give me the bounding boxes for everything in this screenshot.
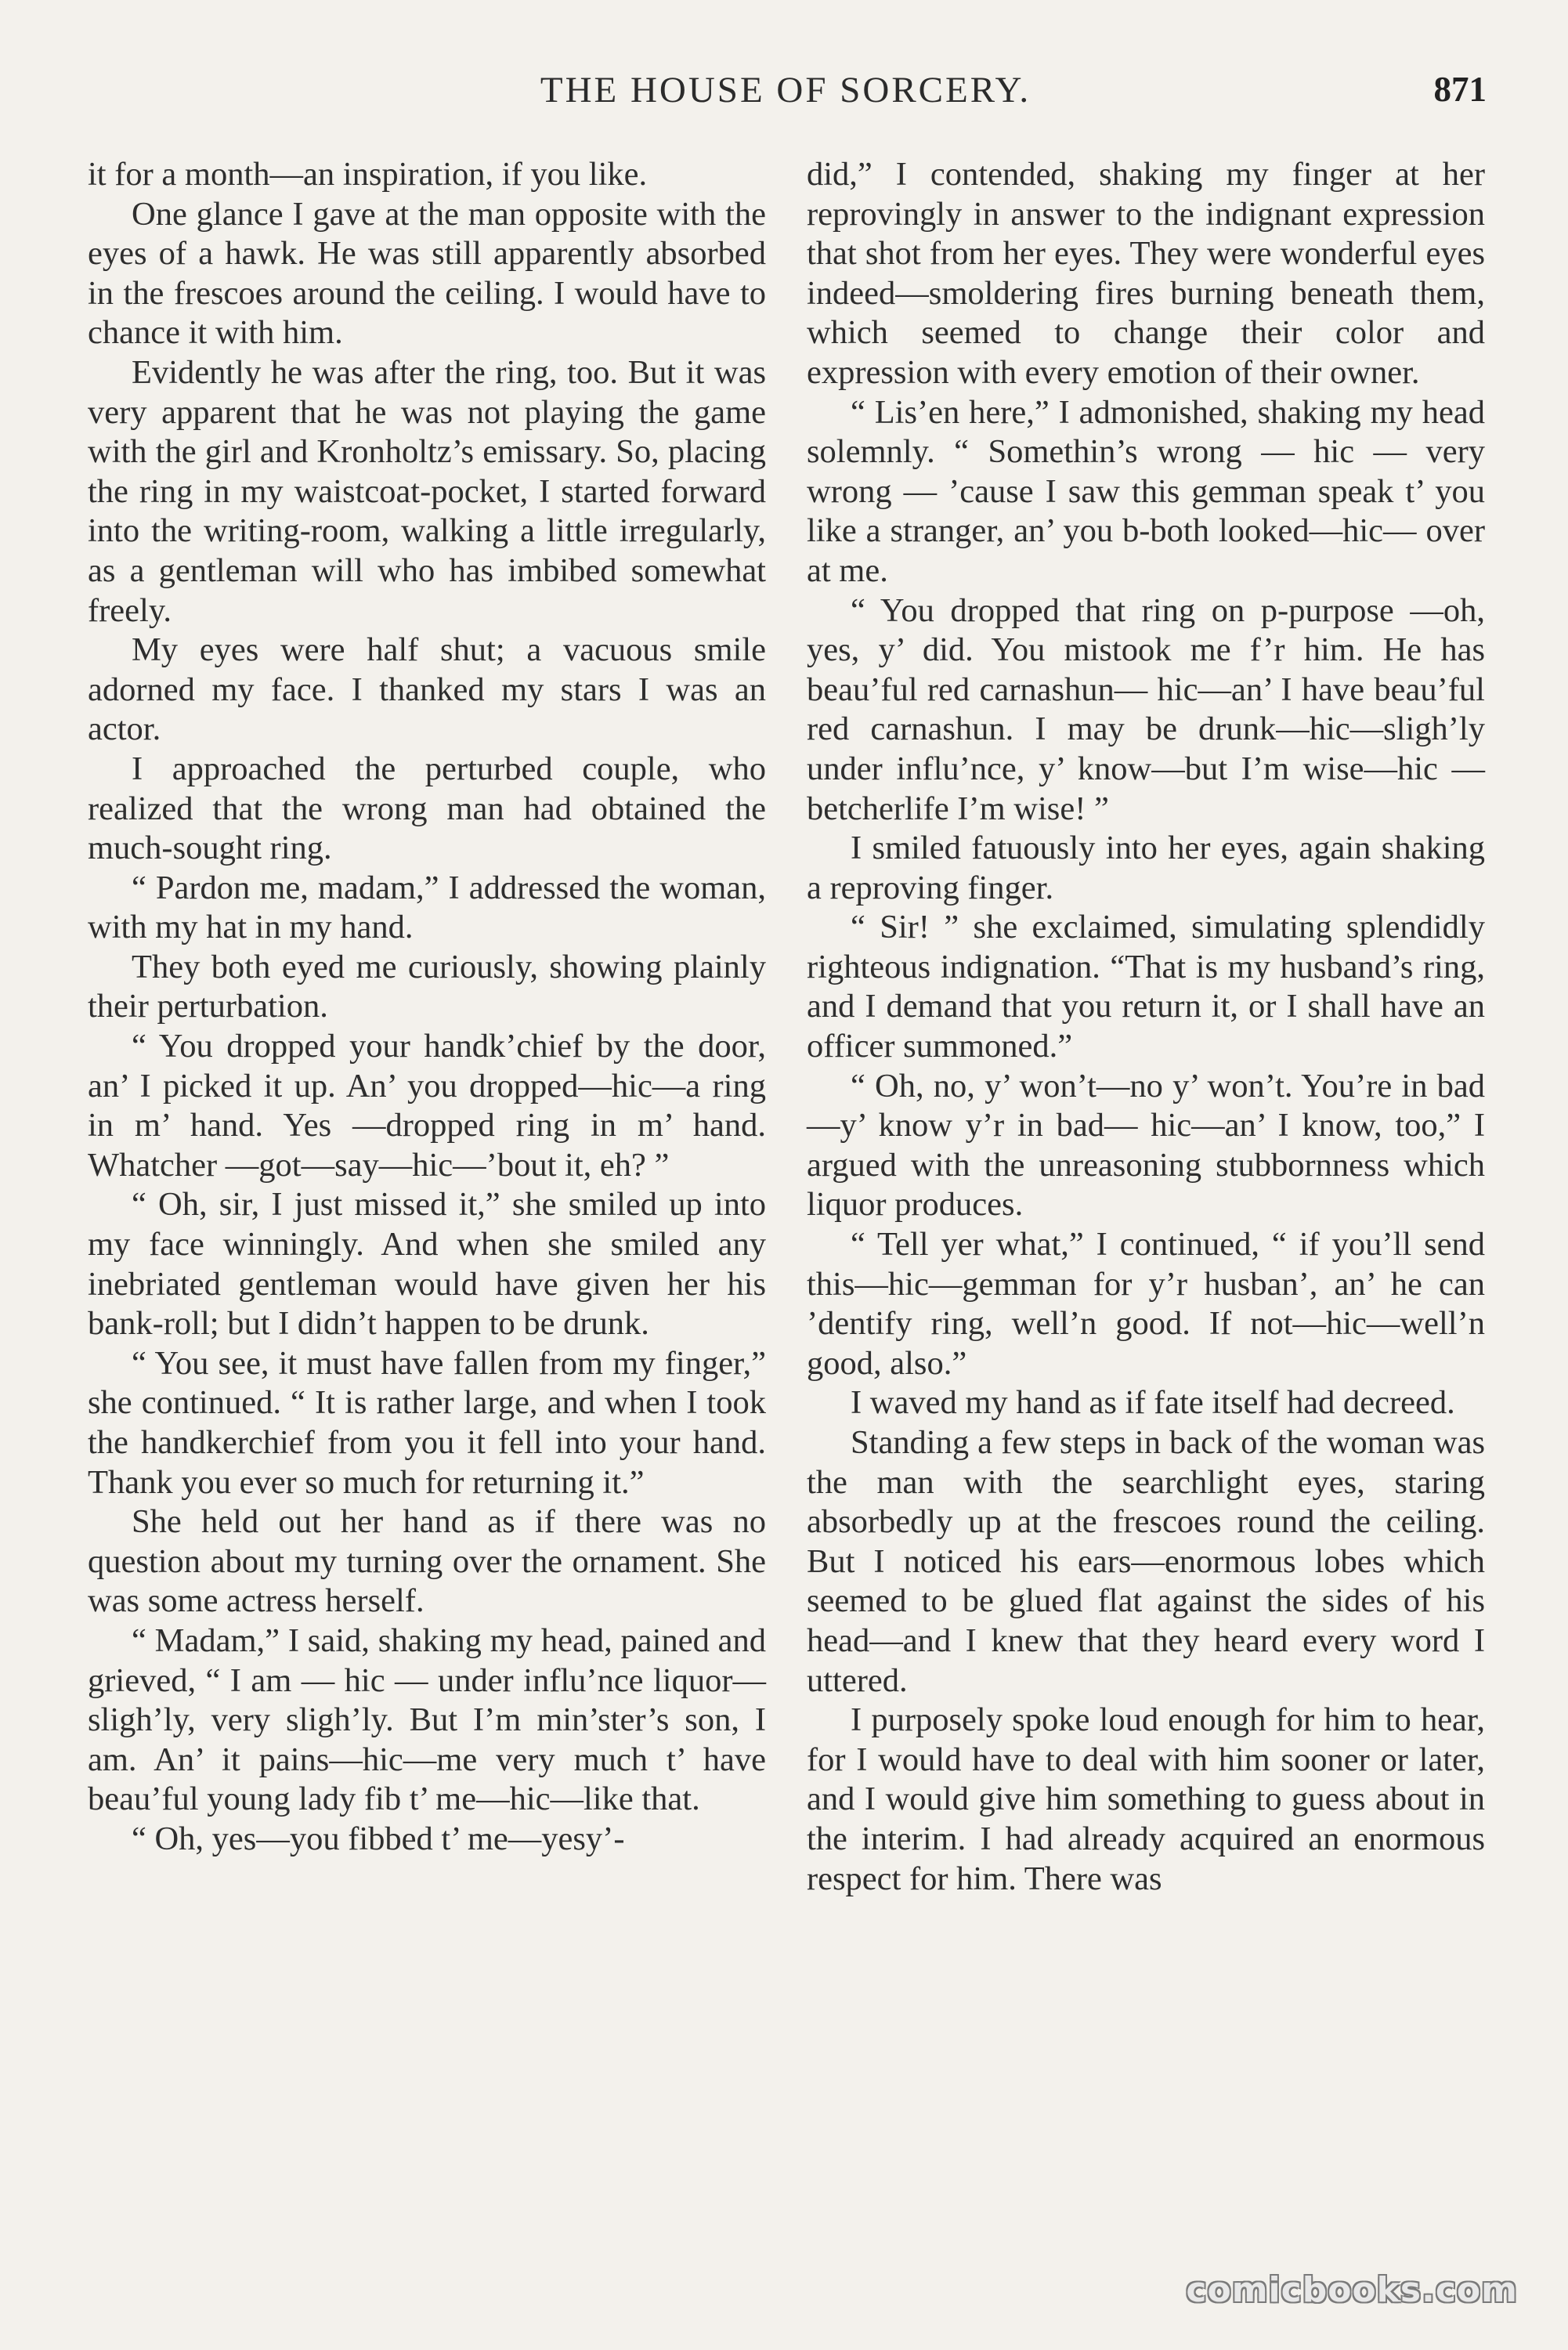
paragraph: it for a month—an inspiration, if you like. bbox=[88, 156, 648, 193]
paragraph: “ Oh, sir, I just missed it,” she smiled up into my face winningly. And when she smiled any inebriated gentleman would have given her his bank-roll; but I didn’t happen to be drunk. bbox=[88, 1186, 766, 1343]
paragraph: “ Oh, yes—you fibbed t’ me—yesy’- bbox=[132, 1820, 625, 1857]
paragraph: “ Pardon me, madam,” I addressed the woman, with my hat in my hand. bbox=[88, 869, 766, 946]
paragraph: “ Lis’en here,” I admonished, shaking my head solemnly. “ Somethin’s wrong — hic — very wrong — ’cause I saw this gemman speak t’ you like a stranger, an’ you b-both looked—hic— over at me. bbox=[807, 393, 1485, 589]
paragraph: They both eyed me curiously, showing plainly their perturbation. bbox=[88, 948, 766, 1025]
page-number: 871 bbox=[1433, 70, 1487, 109]
paragraph: “ Sir! ” she exclaimed, simulating splendidly righteous indignation. “That is my husband’s ring, and I demand that you return it, or I shall have an officer summoned.” bbox=[807, 909, 1485, 1065]
paragraph: She held out her hand as if there was no question about my turning over the ornament. She was some actress herself. bbox=[88, 1503, 766, 1620]
paragraph: “ You dropped your handk’chief by the door, an’ I picked it up. An’ you dropped—hic—a ring in m’ hand. Yes —dropped ring in m’ hand. Whatcher —got—say—hic—’bout it, eh? ” bbox=[88, 1028, 766, 1184]
running-title: THE HOUSE OF SORCERY. bbox=[540, 70, 1031, 110]
right-text-column bbox=[807, 155, 1485, 1899]
paragraph: I waved my hand as if fate itself had decreed. bbox=[851, 1384, 1455, 1422]
paragraph: My eyes were half shut; a vacuous smile adorned my face. I thanked my stars I was an actor. bbox=[88, 631, 766, 748]
paragraph: Evidently he was after the ring, too. But it was very apparent that he was not playing the game with the girl and Kronholtz’s emissary. So, placing the ring in my waistcoat-pocket, I started forward into the writing-room, walking a little irregularly, as a gentleman will who has imbibed somewhat freely. bbox=[88, 353, 766, 629]
watermark-logo: comicbooks.com bbox=[1186, 2270, 1518, 2310]
paragraph: I smiled fatuously into her eyes, again shaking a reproving finger. bbox=[807, 830, 1485, 906]
paragraph: “ You dropped that ring on p-purpose —oh, yes, y’ did. You mistook me f’r him. He has beau’ful red carnashun— hic—an’ I have beau’ful red carnashun. I may be drunk—hic—sligh’ly under influ’nce, y’ know—but I’m wise—hic —betcherlife I’m wise! ” bbox=[807, 591, 1485, 827]
paragraph: “ You see, it must have fallen from my finger,” she continued. “ It is rather large, and when I took the handkerchief from you it fell into your hand. Thank you ever so much for returning it.” bbox=[88, 1344, 766, 1501]
paragraph: I approached the perturbed couple, who realized that the wrong man had obtained the much-sought ring. bbox=[88, 750, 766, 867]
paragraph: “ Madam,” I said, shaking my head, pained and grieved, “ I am — hic — under influ’nce liquor—sligh’ly, very sligh’ly. But I’m min’ster’s son, I am. An’ it pains—hic—me very much t’ have beau’ful young lady fib t’ me—hic—like that. bbox=[88, 1622, 766, 1818]
page-header bbox=[85, 69, 1487, 124]
paragraph: Standing a few steps in back of the woman was the man with the searchlight eyes, staring absorbedly up at the frescoes round the ceiling. But I noticed his ears—enormous lobes which seemed to be glued flat against the sides of his head—and I knew that they heard every word I uttered. bbox=[807, 1424, 1485, 1699]
paragraph: did,” I contended, shaking my finger at her reprovingly in answer to the indignant expression that shot from her eyes. They were wonderful eyes indeed—smoldering fires burning beneath them, which seemed to change their color and expression with every emotion of their owner. bbox=[807, 156, 1485, 391]
paragraph: “ Oh, no, y’ won’t—no y’ won’t. You’re in bad—y’ know y’r in bad— hic—an’ I know, too,” I argued with the unreasoning stubbornness which liquor produces. bbox=[807, 1067, 1485, 1224]
paragraph: I purposely spoke loud enough for him to hear, for I would have to deal with him sooner or later, and I would give him something to guess about in the interim. I had already acquired an enormous respect for him. There was bbox=[807, 1701, 1485, 1897]
paragraph: One glance I gave at the man opposite with the eyes of a hawk. He was still apparently absorbed in the frescoes around the ceiling. I would have to chance it with him. bbox=[88, 195, 766, 352]
left-text-column bbox=[88, 155, 766, 1860]
paragraph: “ Tell yer what,” I continued, “ if you’ll send this—hic—gemman for y’r husban’, an’ he can ’dentify ring, well’n good. If not—hic—well’n good, also.” bbox=[807, 1226, 1485, 1382]
